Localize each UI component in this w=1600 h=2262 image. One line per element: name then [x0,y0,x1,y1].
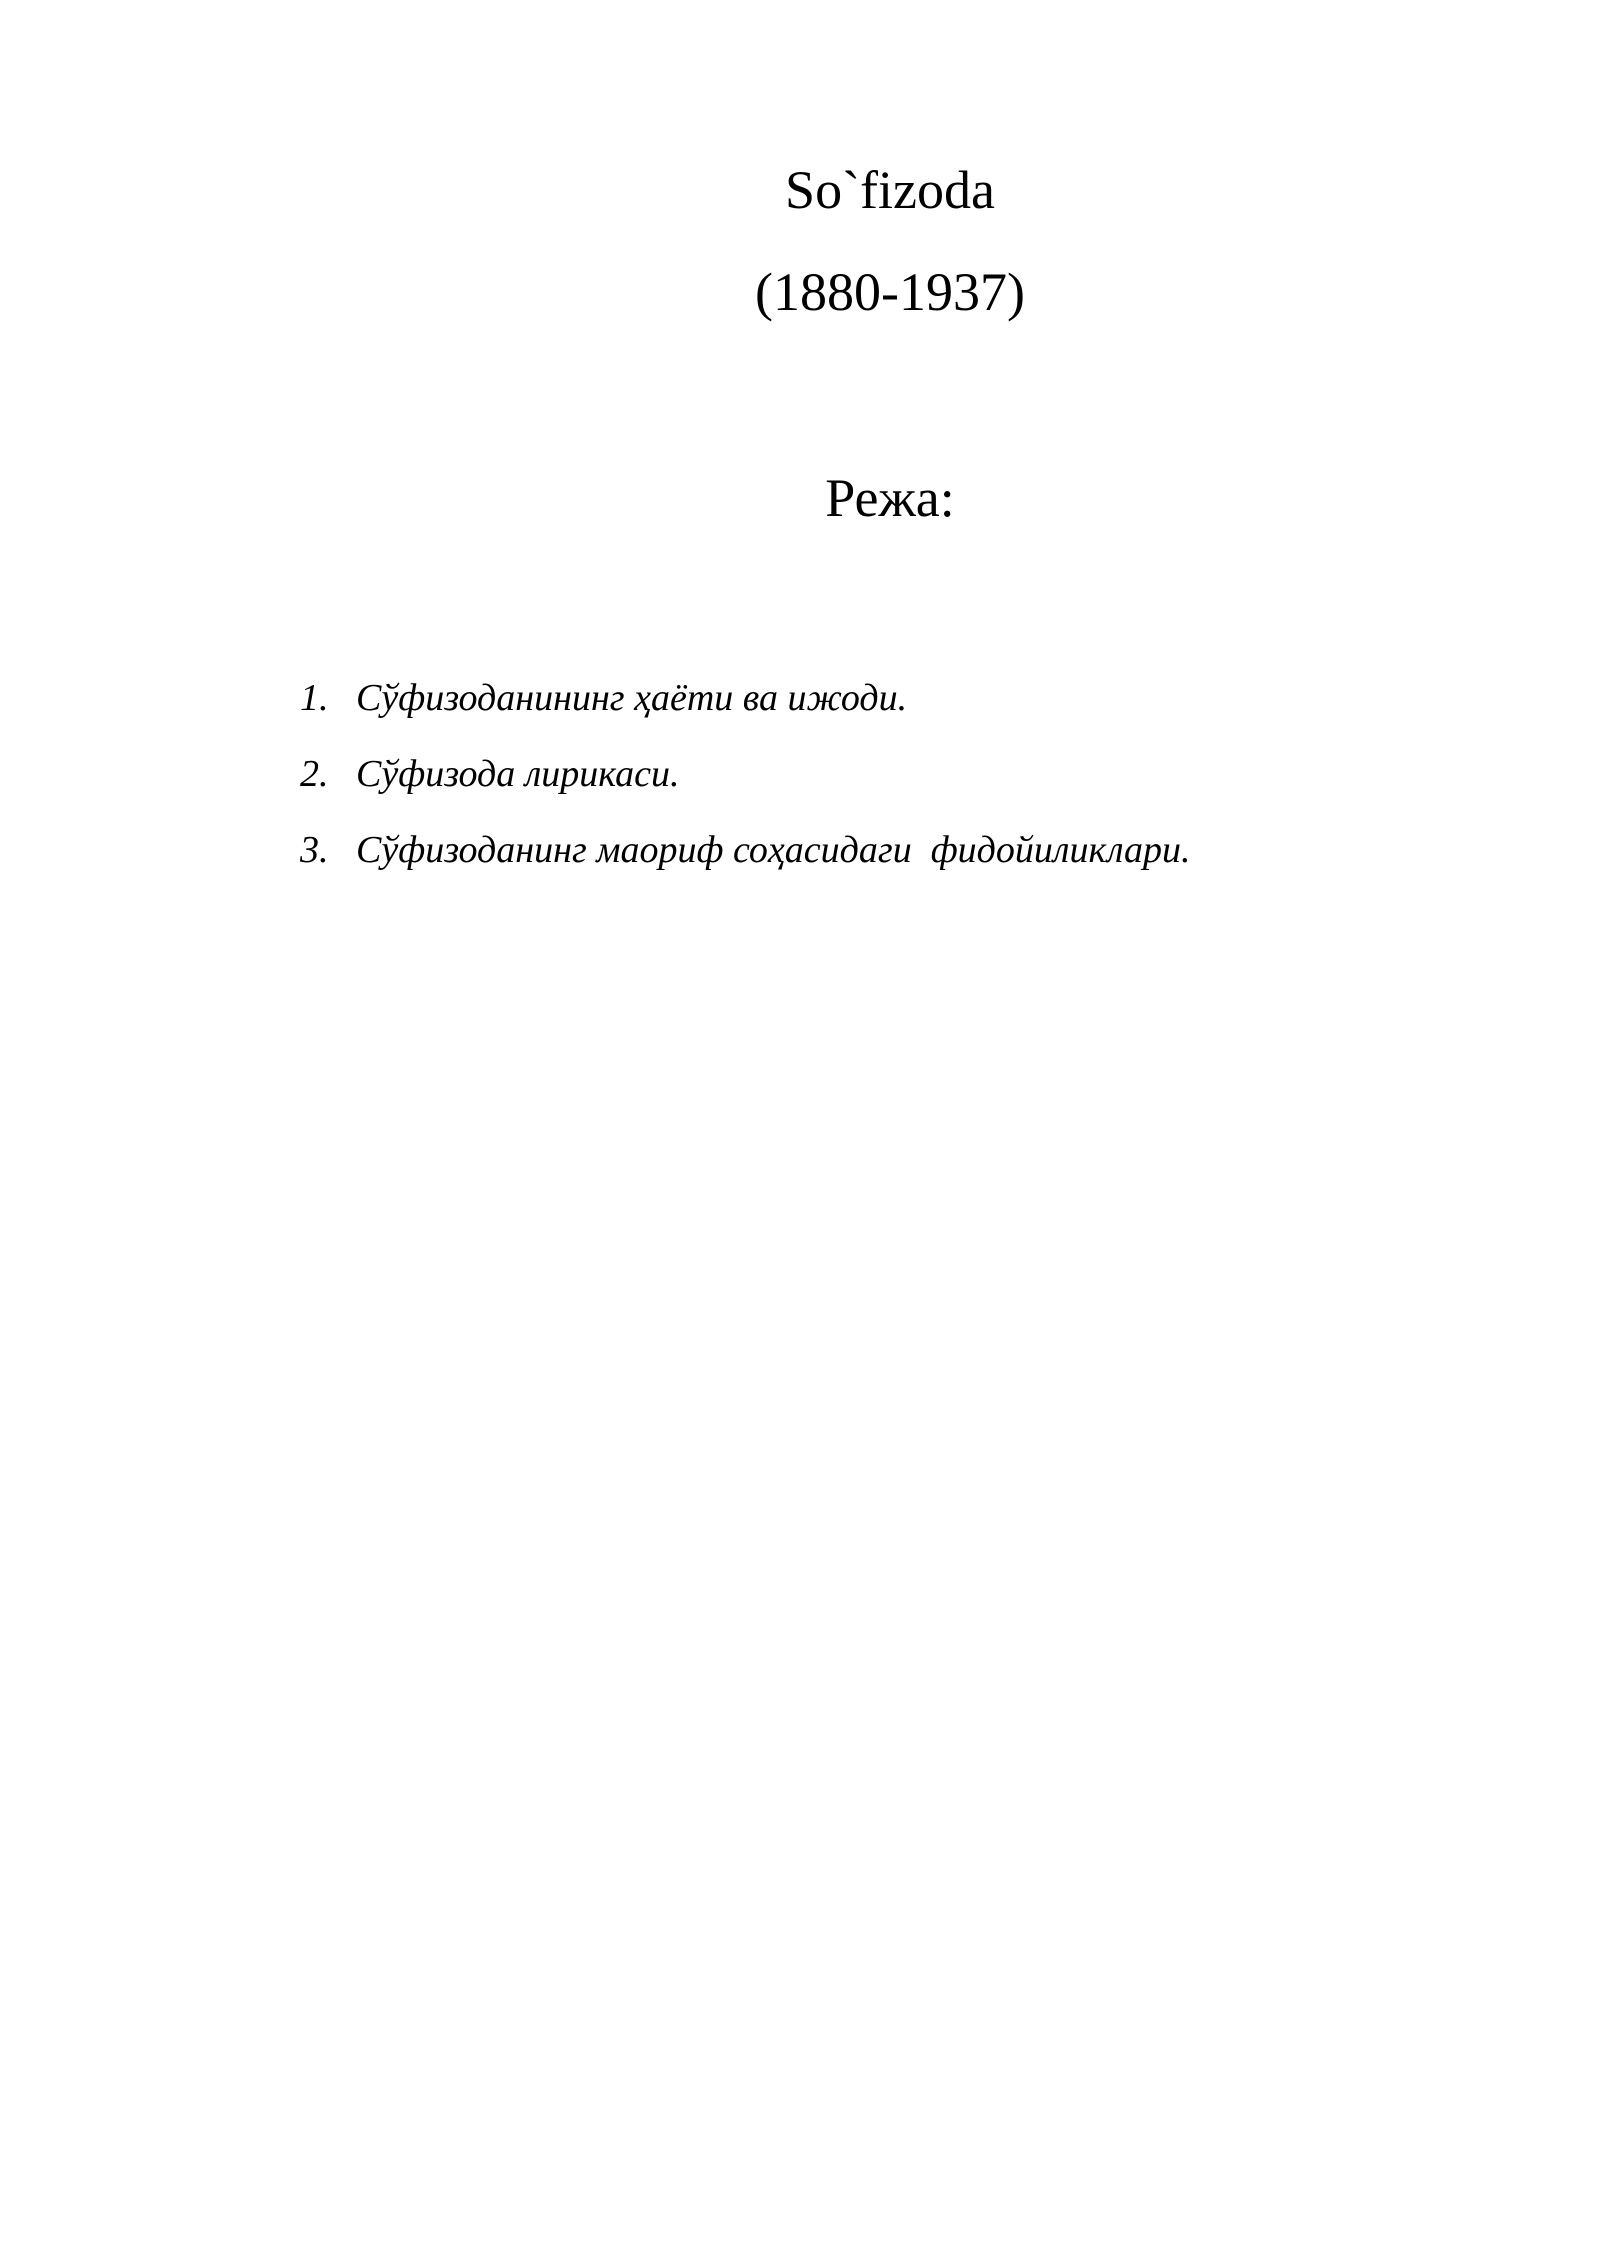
plan-item-number: 1. [300,677,329,719]
plan-item-number: 3. [300,829,329,871]
plan-item-text: Сўфизода лирикаси. [356,753,680,795]
author-name: So`fizoda [785,160,995,220]
plan-item-number: 2. [300,753,329,795]
plan-item-text: Сўфизоданинг маориф соҳасидаги фидойиликлари. [356,829,1191,871]
plan-heading: Режа: [825,468,955,528]
plan-list [300,660,1191,888]
plan-item-text: Сўфизоданининг ҳаёти ва ижоди. [356,677,908,719]
plan-item [300,736,1191,812]
plan-item [300,660,1191,736]
plan-item [300,812,1191,888]
author-years: (1880-1937) [755,262,1025,322]
